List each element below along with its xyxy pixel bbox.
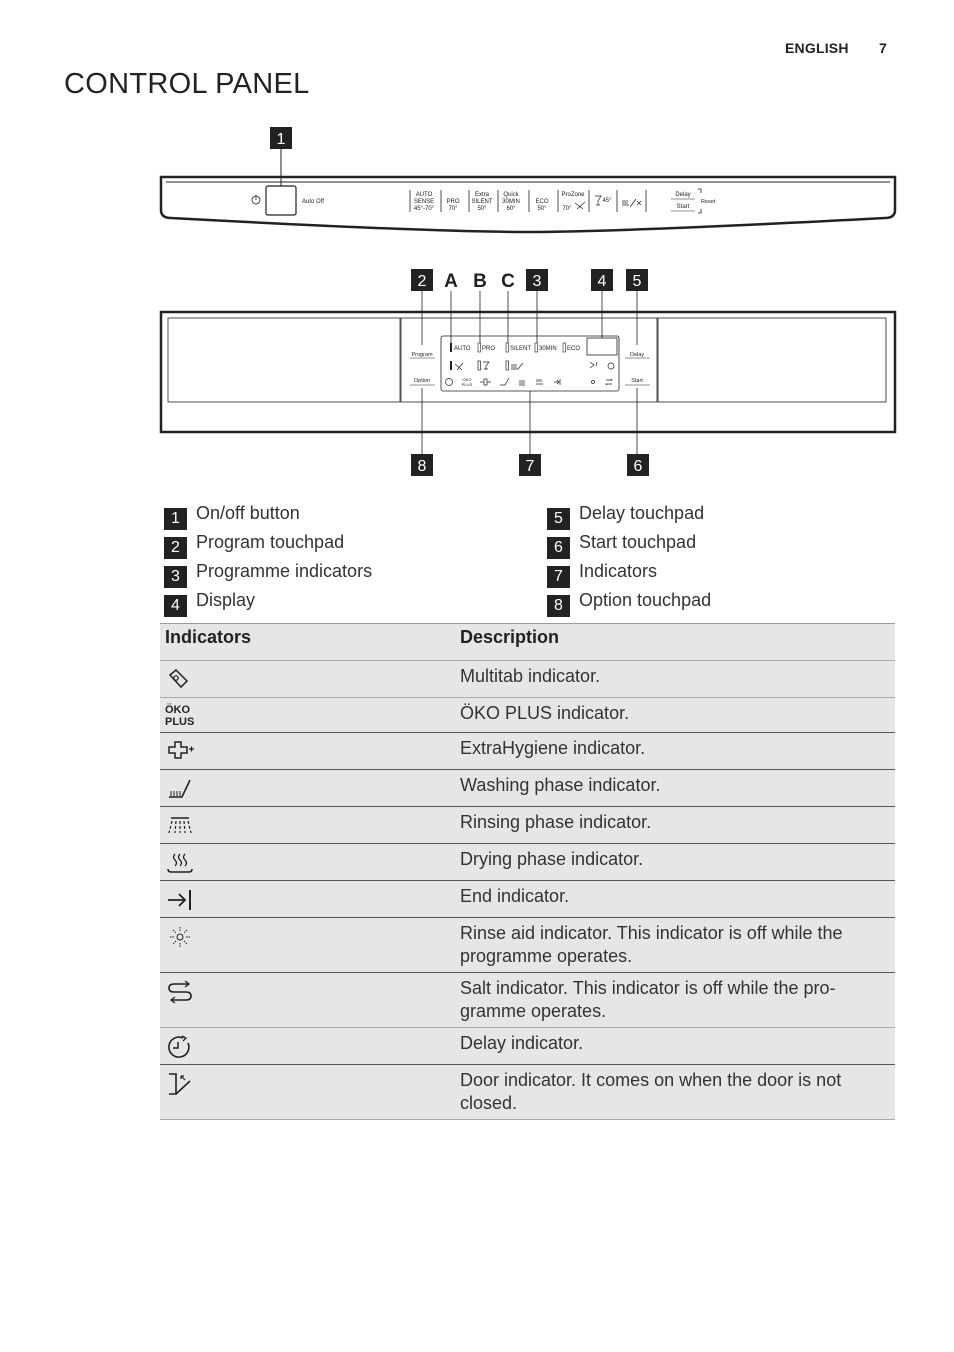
callout-4: 4	[597, 273, 607, 290]
programme-indicators	[450, 343, 580, 352]
callout-C: C	[501, 271, 515, 292]
callout-A: A	[444, 271, 458, 292]
table-row	[160, 844, 895, 881]
callout-B: B	[473, 271, 487, 292]
callout-2: 2	[417, 273, 427, 290]
oko-plus-icon-text-1: ÖKO	[165, 704, 191, 716]
legend-num: 4	[164, 595, 187, 617]
indicator-description: Drying phase indicator.	[455, 844, 895, 881]
table-row	[160, 698, 895, 733]
prog-auto-l2: SENSE	[413, 199, 435, 205]
prog-ind-row2	[450, 361, 614, 370]
table-row	[160, 881, 895, 918]
legend-label: Delay touchpad	[579, 503, 705, 523]
col-description: Description	[455, 624, 895, 661]
delay-icon	[165, 1034, 195, 1060]
page-number: 7	[879, 40, 887, 56]
legend-label: Indicators	[579, 561, 658, 581]
prog-ind-eco: ECO	[567, 346, 581, 352]
legend-label: Programme indicators	[196, 561, 373, 581]
prog-ind-silent: SILENT	[510, 346, 532, 352]
prog-quick-l1: Quick	[503, 192, 519, 198]
table-row	[160, 770, 895, 807]
start-touchpad-label: Start	[631, 378, 643, 384]
fig1-delay-label: Delay	[675, 192, 691, 198]
rinse-aid-icon	[165, 924, 195, 950]
prog-silent-l3: 50°	[477, 206, 487, 212]
indicator-description: Washing phase indicator.	[455, 770, 895, 807]
washing-phase-icon	[165, 776, 195, 802]
control-panel-figure-2	[0, 0, 954, 500]
prog-eco-l1: ECO	[535, 199, 549, 205]
table-row	[160, 973, 895, 1028]
panel-frame	[161, 312, 895, 432]
legend-num: 8	[547, 595, 570, 617]
prog-auto-l3: 45°-70°	[413, 206, 435, 212]
time-display	[587, 338, 617, 355]
legend-num: 6	[547, 537, 570, 559]
multitab-icon	[165, 667, 195, 693]
table-row	[160, 733, 895, 770]
indicator-description: Delay indicator.	[455, 1028, 895, 1065]
indicators-table	[160, 623, 895, 1120]
prog-ind-auto: AUTO	[454, 346, 471, 352]
door-icon	[165, 1071, 195, 1097]
prog-ind-30min: 30MIN	[539, 346, 557, 352]
prog-ind-pro: PRO	[482, 346, 496, 352]
callout-7: 7	[525, 458, 535, 475]
table-row	[160, 1065, 895, 1120]
legend-label: On/off button	[196, 503, 300, 523]
col-indicators: Indicators	[160, 624, 455, 661]
callout-5: 5	[632, 273, 642, 290]
header-language: ENGLISH	[785, 40, 849, 56]
legend-num: 2	[164, 537, 187, 559]
table-row	[160, 1028, 895, 1065]
auto-off-label: Auto Off	[302, 199, 324, 205]
oko-small-1: ÖKO	[462, 377, 472, 382]
prog-pro-l2: 70°	[448, 206, 458, 212]
fig1-start-label: Start	[676, 204, 690, 210]
oko-small-2: PLUS	[461, 382, 473, 387]
delay-touchpad-label: Delay	[629, 352, 645, 358]
table-row	[160, 661, 895, 698]
callout-6: 6	[633, 458, 643, 475]
indicator-description: Door indicator. It comes on when the door is not closed.	[455, 1065, 895, 1120]
prog-auto-l1: AUTO	[415, 192, 433, 198]
indicator-description: ÖKO PLUS indicator.	[455, 698, 895, 733]
oko-plus-icon-text-2: PLUS	[165, 716, 195, 728]
fig1-reset-label: Reset	[701, 199, 716, 205]
indicator-description: End indicator.	[455, 881, 895, 918]
table-header-row	[160, 624, 895, 661]
prog-pro-l1: PRO	[446, 199, 460, 205]
extrahygiene-icon	[165, 739, 195, 765]
prog-silent-l1: Extra	[474, 192, 490, 198]
program-touchpad-label: Program	[411, 352, 433, 358]
salt-icon	[165, 979, 195, 1005]
legend-label: Program touchpad	[196, 532, 345, 552]
prog-quick-l2: 30MIN	[502, 199, 520, 205]
option-touchpad-label: Option	[413, 378, 431, 384]
callout-8: 8	[417, 458, 427, 475]
legend-num: 5	[547, 508, 570, 530]
indicator-description: ExtraHygiene indicator.	[455, 733, 895, 770]
indicator-description: Rinse aid indicator. This indicator is off while the programme operates.	[455, 918, 895, 973]
table-row	[160, 918, 895, 973]
legend-label: Display	[196, 590, 256, 610]
drying-phase-icon	[165, 850, 195, 876]
table-row	[160, 807, 895, 844]
indicator-description: Rinsing phase indicator.	[455, 807, 895, 844]
prog-glass-l1: 45°	[602, 198, 612, 204]
legend-label: Option touchpad	[579, 590, 712, 610]
indicator-description: Multitab indicator.	[455, 661, 895, 698]
callout-3: 3	[532, 273, 542, 290]
callout-1: 1	[276, 131, 286, 148]
prog-quick-l3: 60°	[506, 206, 516, 212]
legend-label: Start touchpad	[579, 532, 697, 552]
rinsing-phase-icon	[165, 813, 195, 839]
prog-prozone-l2: 70°	[562, 206, 572, 212]
legend-num: 7	[547, 566, 570, 588]
page-title: CONTROL PANEL	[64, 68, 310, 100]
prog-eco-l2: 50°	[537, 206, 547, 212]
indicator-description: Salt indicator. This indicator is off while the pro- gramme operates.	[455, 973, 895, 1028]
legend-num: 3	[164, 566, 187, 588]
prog-silent-l2: SILENT	[471, 199, 493, 205]
oko-plus-icon	[165, 704, 425, 728]
end-icon	[165, 887, 195, 913]
legend-num: 1	[164, 508, 187, 530]
prog-prozone-l1: ProZone	[561, 192, 585, 198]
